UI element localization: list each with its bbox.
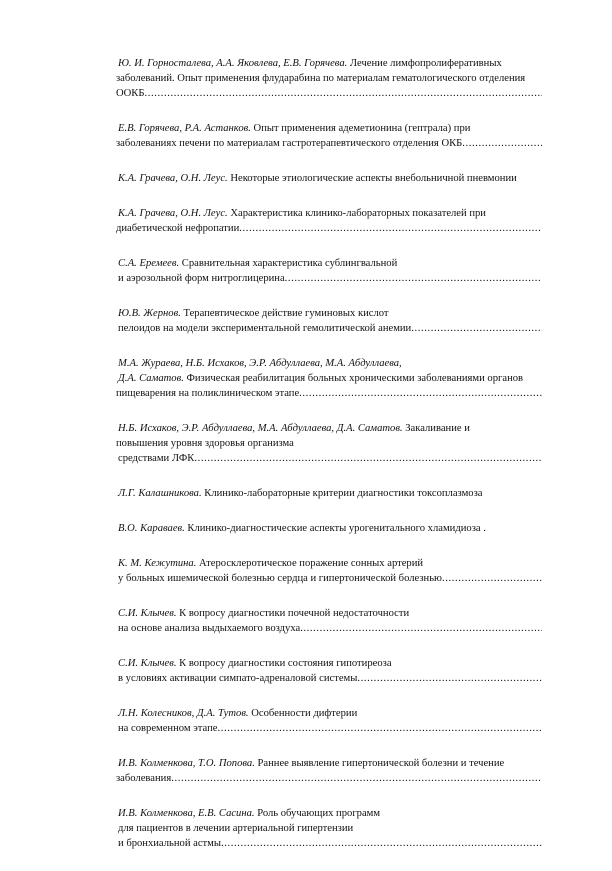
entry-title: Атеросклеротическое поражение сонных артерий: [196, 558, 424, 569]
dot-leader: [221, 836, 542, 851]
entry-title-continuation: и аэрозольной форм нитроглицерина: [118, 273, 285, 284]
entry-authors: Л.Г. Калашникова.: [118, 488, 202, 499]
entry-authors-continuation: Д.А. Саматов.: [118, 373, 184, 384]
toc-entry[interactable]: [118, 421, 542, 466]
table-of-contents: [118, 56, 542, 871]
entry-title-continuation: ООКБ: [116, 88, 145, 99]
entry-title-continuation: в условиях активации симпато-адреналовой системы: [118, 673, 358, 684]
entry-title-continuation: пелоидов на модели экспериментальной гемолитической анемии: [118, 323, 412, 334]
entry-authors: И.В. Колменкова, Е.В. Сасина.: [118, 808, 255, 819]
entry-authors: С.А. Еремеев.: [118, 258, 180, 269]
entry-title-continuation: пищеварения на поликлиническом этапе: [116, 388, 300, 399]
entry-title-continuation: на основе анализа выдыхаемого воздуха: [118, 623, 301, 634]
entry-title-continuation: заболеваний. Опыт применения флударабина по материалам гематологического отделения: [116, 73, 526, 84]
entry-title: Физическая реабилитация больных хроническими заболеваниями органов: [183, 373, 524, 384]
entry-title-continuation: и бронхиальной астмы: [118, 838, 221, 849]
entry-authors: Н.Б. Исхаков, Э.Р. Абдуллаева, М.А. Абдуллаева, Д.А. Саматов.: [118, 423, 403, 434]
dot-leader: [357, 671, 542, 686]
entry-title: Особенности дифтерии: [248, 708, 358, 719]
entry-authors: К.А. Грачева, О.Н. Леус.: [118, 173, 228, 184]
entry-title: Роль обучающих программ: [254, 808, 381, 819]
entry-title: Закаливание и: [402, 423, 470, 434]
entry-authors: И.В. Колменкова, Т.О. Попова.: [118, 758, 255, 769]
toc-entry[interactable]: [118, 306, 542, 336]
entry-authors: Л.Н. Колесников, Д.А. Тутов.: [118, 708, 249, 719]
entry-authors: В.О. Караваев.: [118, 523, 185, 534]
entry-title-continuation: заболеваниях печени по материалам гастротерапевтического отделения ОКБ: [116, 138, 463, 149]
entry-title: Терапевтическое действие гуминовых кислот: [180, 308, 389, 319]
entry-title: Лечение лимфопролиферативных: [347, 58, 502, 69]
dot-leader: [442, 571, 542, 586]
entry-authors: К. М. Кежутина.: [118, 558, 197, 569]
entry-title: Клинико-диагностические аспекты урогенитального хламидиоза .: [184, 523, 486, 534]
entry-authors: К.А. Грачева, О.Н. Леус.: [118, 208, 228, 219]
toc-entry[interactable]: [118, 171, 542, 186]
toc-entry[interactable]: [118, 556, 542, 586]
dot-leader: [285, 271, 542, 286]
dot-leader: [217, 721, 542, 736]
entry-title-continuation: у больных ишемической болезнью сердца и гипертонической болезнью: [118, 573, 442, 584]
entry-title: Опыт применения адеметионина (гептрала) при: [250, 123, 471, 134]
entry-authors: С.И. Клычев.: [118, 658, 177, 669]
entry-title-continuation: заболевания: [116, 773, 172, 784]
entry-authors: Ю.В. Жернов.: [118, 308, 181, 319]
entry-title: К вопросу диагностики почечной недостаточности: [176, 608, 410, 619]
dot-leader: [462, 136, 542, 151]
entry-authors: С.И. Клычев.: [118, 608, 177, 619]
entry-authors: М.А. Жураева, Н.Б. Исхаков, Э.Р. Абдуллаева, М.А. Абдуллаева,: [118, 358, 402, 369]
entry-title: Характеристика клинико-лабораторных показателей при: [227, 208, 486, 219]
toc-entry[interactable]: [118, 521, 542, 536]
entry-title: Раннее выявление гипертонической болезни и течение: [254, 758, 505, 769]
entry-title: Клинико-лабораторные критерии диагностики токсоплазмоза: [201, 488, 483, 499]
dot-leader: [239, 221, 542, 236]
toc-entry[interactable]: [118, 656, 542, 686]
entry-title-continuation: диабетической нефропатии: [116, 223, 240, 234]
entry-authors: Ю. И. Горносталева, А.А. Яковлева, Е.В. Горячева.: [118, 58, 348, 69]
dot-leader: [299, 386, 542, 401]
entry-title-continuation: для пациентов в лечении артериальной гипертензии: [118, 823, 354, 834]
entry-title: К вопросу диагностики состояния гипотиреоза: [176, 658, 392, 669]
dot-leader: [144, 86, 542, 101]
toc-entry[interactable]: [118, 756, 542, 786]
entry-authors: Е.В. Горячева, Р.А. Астанков.: [118, 123, 251, 134]
toc-entry[interactable]: [118, 206, 542, 236]
dot-leader: [411, 321, 542, 336]
toc-entry[interactable]: [118, 706, 542, 736]
entry-title-continuation: на современном этапе: [118, 723, 218, 734]
toc-entry[interactable]: [118, 256, 542, 286]
toc-entry[interactable]: [118, 121, 542, 151]
entry-title-continuation: повышения уровня здоровья организма: [116, 438, 294, 449]
toc-entry[interactable]: [118, 56, 542, 101]
toc-entry[interactable]: [118, 486, 542, 501]
entry-title-continuation: средствами ЛФК: [118, 453, 195, 464]
entry-title: Некоторые этиологические аспекты внебольничной пневмонии: [227, 173, 517, 184]
toc-entry[interactable]: [118, 356, 542, 401]
entry-title: Сравнительная характеристика сублингвальной: [179, 258, 398, 269]
toc-entry[interactable]: [118, 606, 542, 636]
toc-entry[interactable]: [118, 806, 542, 851]
dot-leader: [300, 621, 542, 636]
dot-leader: [194, 451, 542, 466]
dot-leader: [171, 771, 542, 786]
